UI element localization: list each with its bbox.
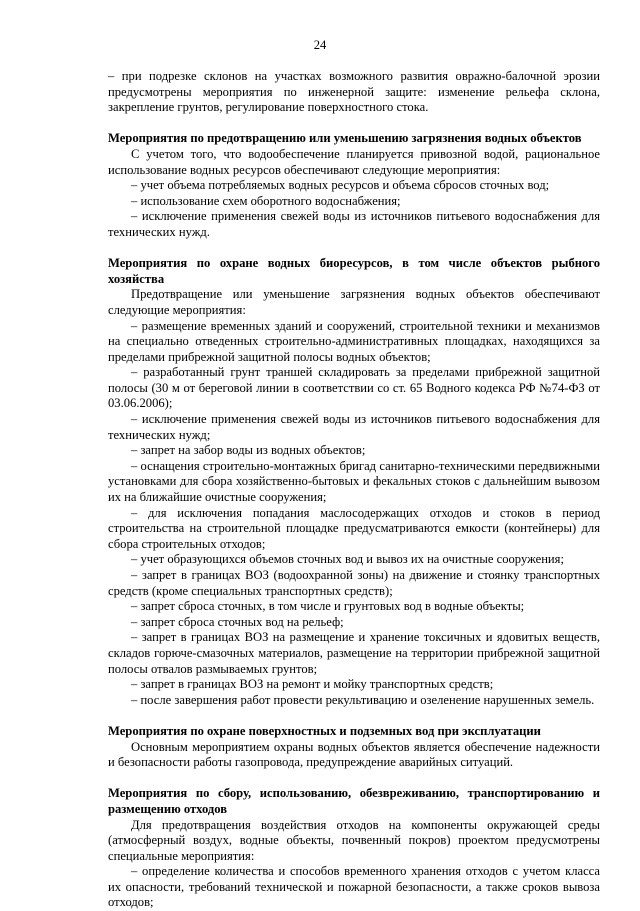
section-gap: [108, 116, 600, 132]
section-heading: Мероприятия по охране водных биоресурсов, в том числе объектов рыбного хозяйства: [108, 256, 600, 286]
paragraph: – запрет в границах ВОЗ на размещение и хранение токсичных и ядовитых веществ, складов горюче-смазочных материалов, размещение на территории прибрежной защитной полосы отвалов размываемых грунтов;: [108, 630, 600, 676]
section-gap: [108, 771, 600, 787]
paragraph: Предотвращение или уменьшение загрязнения водных объектов обеспечивают следующие мероприятия:: [108, 287, 600, 317]
section-gap: [108, 241, 600, 257]
paragraph: – запрет сброса сточных, в том числе и грунтовых вод в водные объекты;: [131, 599, 525, 614]
paragraph: – запрет в границах ВОЗ на ремонт и мойку транспортных средств;: [131, 677, 494, 692]
document-body: [108, 69, 600, 911]
paragraph: – учет объема потребляемых водных ресурсов и объема сбросов сточных вод;: [131, 178, 550, 193]
paragraph: – для исключения попадания маслосодержащих отходов и стоков в период строительства на строительной площадке предусматриваются емкости (контейнеры) для сбора строительных отходов;: [108, 505, 600, 551]
paragraph: Основным мероприятием охраны водных объектов является обеспечение надежности и безопасности работы газопровода, предупреждение аварийных ситуаций.: [108, 739, 600, 770]
section-heading: Мероприятия по предотвращению или уменьшению загрязнения водных объектов: [108, 131, 582, 146]
paragraph: С учетом того, что водообеспечение планируется привозной водой, рациональное использование водных ресурсов обеспечивают следующие мероприятия:: [108, 146, 600, 177]
paragraph: – использование схем оборотного водоснабжения;: [131, 193, 401, 208]
section-heading: Мероприятия по охране поверхностных и подземных вод при эксплуатации: [108, 723, 541, 738]
paragraph: – разработанный грунт траншей складировать за пределами прибрежной защитной полосы (30 м от береговой линии в соответствии со ст. 65 Водного кодекса РФ №74-ФЗ от 03.06.2006);: [108, 365, 600, 411]
page-number: 24: [313, 38, 327, 52]
paragraph: – запрет сброса сточных вод на рельеф;: [131, 614, 344, 629]
paragraph: – оснащения строительно-монтажных бригад санитарно-техническими передвижными установками для сбора хозяйственно-бытовых и фекальных стоков с дальнейшим вывозом их на ближайшие очистные сооружения;: [108, 458, 600, 505]
paragraph: Для предотвращения воздействия отходов на компоненты окружающей среды (атмосферный воздух, водные объекты, почвенный покров) проектом предусмотрены специальные мероприятия:: [108, 817, 600, 863]
section-heading: Мероприятия по сбору, использованию, обезвреживанию, транспортированию и размещению отходов: [108, 786, 600, 816]
paragraph: – исключение применения свежей воды из источников питьевого водоснабжения для технических нужд;: [108, 412, 600, 442]
section-gap: [108, 708, 600, 724]
paragraph: – размещение временных зданий и сооружений, строительной техники и механизмов на специально отведенных строительно-административных площадках, находящихся за пределами прибрежной защитной полосы водных объектов;: [108, 318, 600, 364]
paragraph: – запрет на забор воды из водных объектов;: [131, 443, 366, 458]
paragraph: – исключение применения свежей воды из источников питьевого водоснабжения для технических нужд.: [108, 209, 600, 239]
paragraph: – запрет в границах ВОЗ (водоохранной зоны) на движение и стоянку транспортных средств (кроме специальных транспортных средств);: [108, 568, 600, 598]
paragraph: – после завершения работ провести рекультивацию и озеленение нарушенных земель.: [131, 692, 595, 707]
paragraph: – определение количества и способов временного хранения отходов с учетом класса их опасности, требований технической и пожарной безопасности, а также сроков вывоза отходов;: [108, 864, 600, 910]
paragraph: – учет образующихся объемов сточных вод и вывоз их на очистные сооружения;: [131, 552, 564, 567]
paragraph: – при подрезке склонов на участках возможного развития овражно-балочной эрозии предусмотрены мероприятия по инженерной защите: изменение рельефа склона, закрепление грунтов, регулирование поверхностного стока.: [108, 69, 600, 115]
